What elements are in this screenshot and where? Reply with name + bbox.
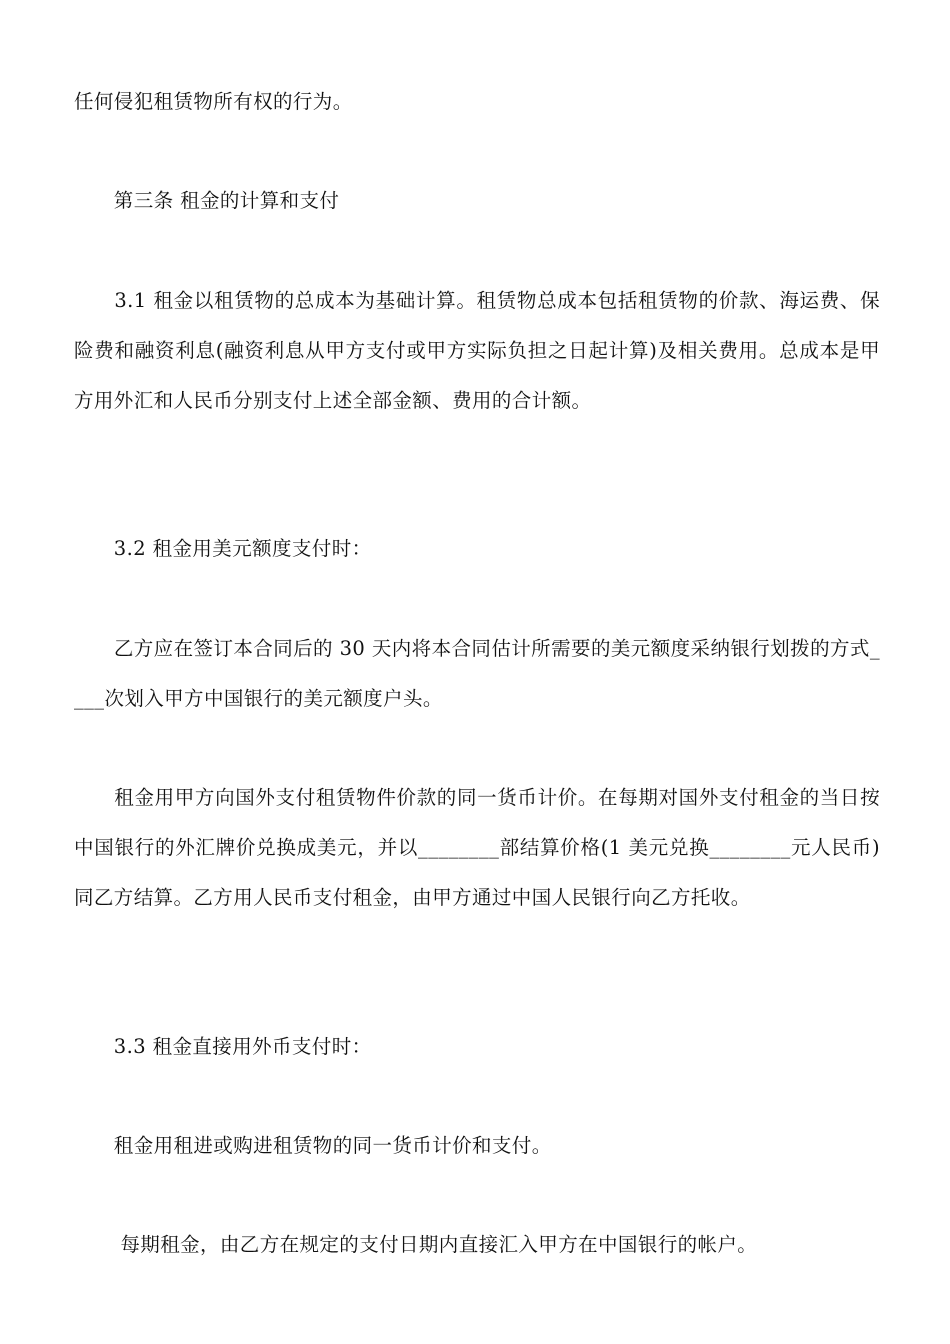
- paragraph-3-3-currency: 租金用租进或购进租赁物的同一货币计价和支付。: [74, 1134, 552, 1157]
- paragraph-3-2-pricing: 租金用甲方向国外支付租赁物件价款的同一货币计价。在每期对国外支付租金的当日按中国银行的外汇牌价兑换成美元，并以________部结算价格(1 美元兑换________元人民币)同乙方结算。乙方用人民币支付租金，由甲方通过中国人民银行向乙方托收。: [74, 786, 880, 909]
- paragraph-3-3-remittance: 每期租金，由乙方在规定的支付日期内直接汇入甲方在中国银行的帐户。: [74, 1233, 758, 1256]
- paragraph-3-1: 3.1 租金以租赁物的总成本为基础计算。租赁物总成本包括租赁物的价款、海运费、保险费和融资利息(融资利息从甲方支付或甲方实际负担之日起计算)及相关费用。总成本是甲方用外汇和人民币分别支付上述全部金额、费用的合计额。: [74, 289, 880, 412]
- paragraph-ownership-clause: 任何侵犯租赁物所有权的行为。: [74, 90, 353, 113]
- paragraph-3-2-quota: 乙方应在签订本合同后的 30 天内将本合同估计所需要的美元额度采纳银行划拨的方式____次划入甲方中国银行的美元额度户头。: [74, 637, 880, 710]
- section-heading-article-3: 第三条 租金的计算和支付: [74, 189, 340, 212]
- paragraph-3-3-heading: 3.3 租金直接用外币支付时：: [74, 1035, 372, 1058]
- paragraph-3-2-heading: 3.2 租金用美元额度支付时：: [74, 537, 372, 560]
